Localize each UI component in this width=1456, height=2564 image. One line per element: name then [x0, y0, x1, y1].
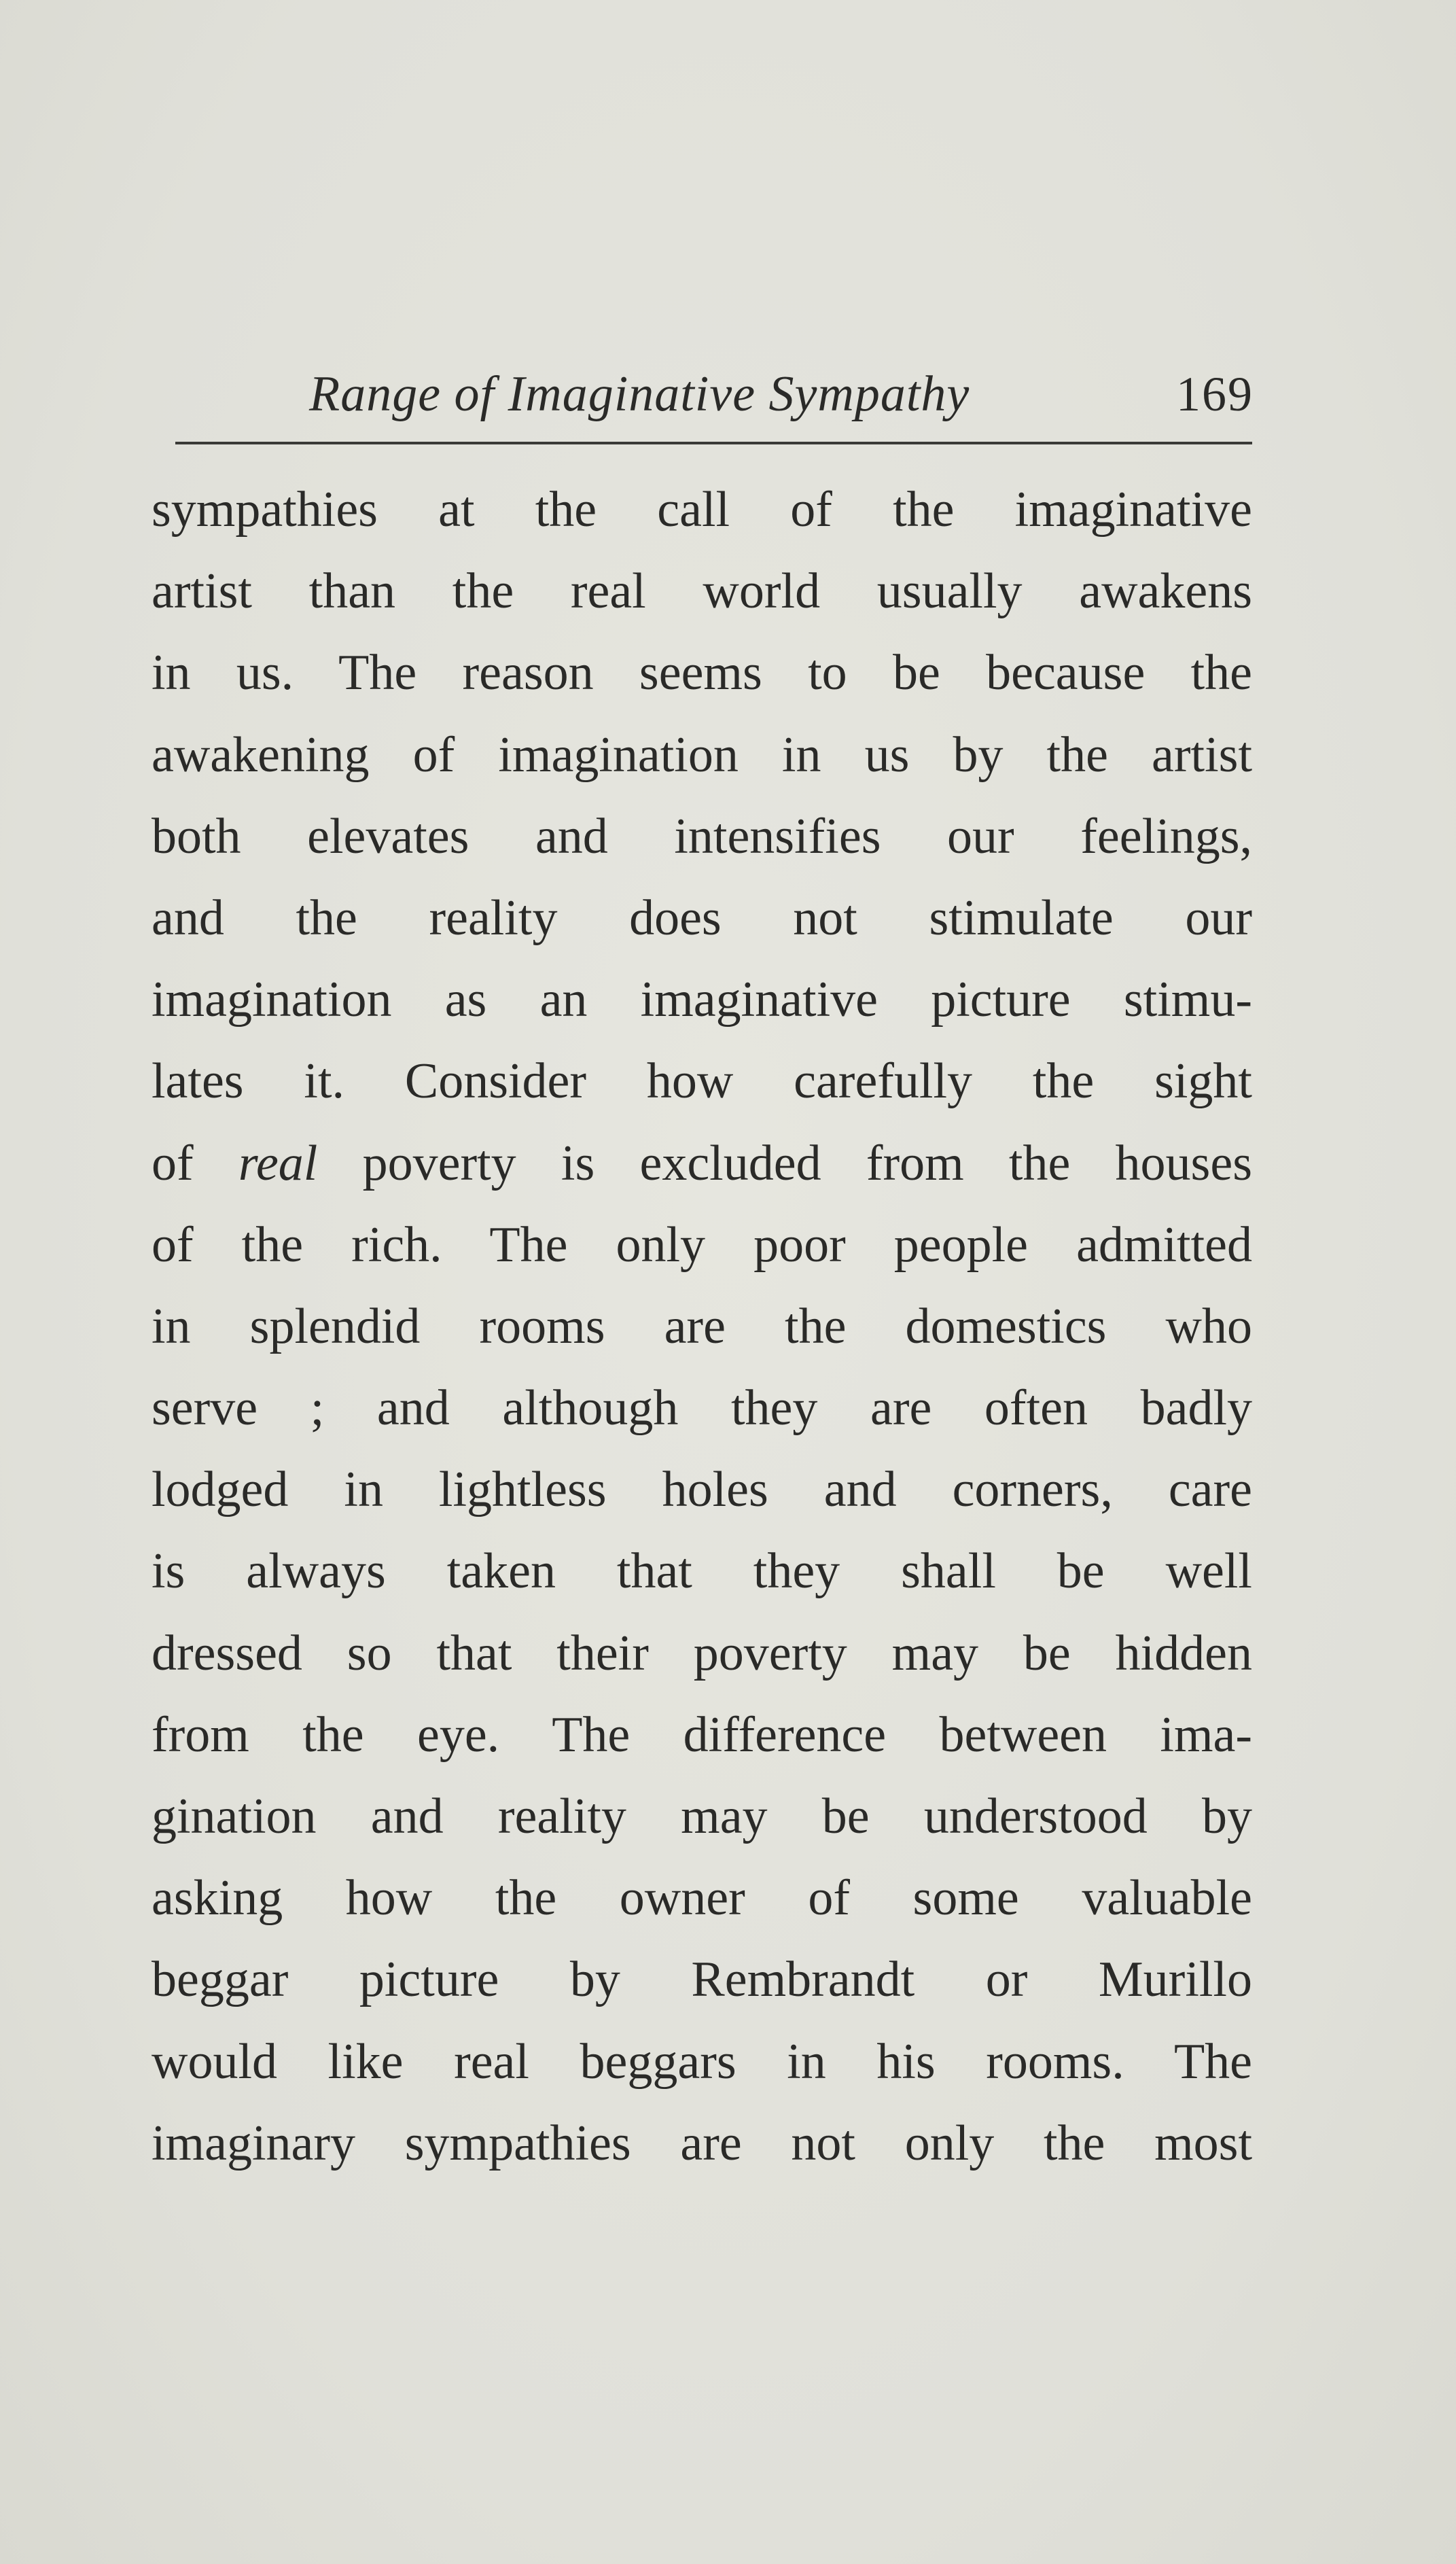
text-line: imagination as an imaginative picture stimu-: [152, 972, 1252, 1028]
body-text: [152, 469, 1252, 2184]
page-number: 169: [1176, 367, 1254, 421]
text-line: would like real beggars in his rooms. The: [152, 2033, 1252, 2090]
text-line: in splendid rooms are the domestics who: [152, 1298, 1252, 1354]
emphasized-word: real: [238, 1135, 318, 1191]
running-title: Range of Imaginative Sympathy: [309, 366, 970, 422]
text-line: artist than the real world usually awakens: [152, 563, 1252, 620]
header-rule: [175, 442, 1252, 444]
text-line-pre: of: [152, 1135, 238, 1191]
text-line: and the reality does not stimulate our: [152, 890, 1252, 946]
text-line: gination and reality may be understood by: [152, 1789, 1252, 1844]
running-head: [173, 357, 1254, 432]
text-line: sympathies at the call of the imaginative: [152, 482, 1252, 538]
text-line: both elevates and intensifies our feelings,: [152, 808, 1252, 864]
text-line: [152, 1123, 1252, 1204]
text-line: in us. The reason seems to be because the: [152, 645, 1252, 701]
text-line: dressed so that their poverty may be hidden: [152, 1625, 1252, 1681]
text-line: is always taken that they shall be well: [152, 1543, 1252, 1600]
text-line: asking how the owner of some valuable: [152, 1870, 1252, 1927]
text-line: from the eye. The difference between ima-: [152, 1706, 1252, 1763]
text-line-post: poverty is excluded from the houses: [317, 1135, 1252, 1191]
text-line: awakening of imagination in us by the artist: [152, 726, 1252, 783]
text-line: imaginary sympathies are not only the most: [152, 2115, 1252, 2171]
text-line: of the rich. The only poor people admitted: [152, 1216, 1252, 1273]
text-line: lodged in lightless holes and corners, care: [152, 1462, 1252, 1518]
text-line: serve ; and although they are often badly: [152, 1380, 1252, 1437]
text-line: lates it. Consider how carefully the sight: [152, 1053, 1252, 1110]
text-line: beggar picture by Rembrandt or Murillo: [152, 1952, 1252, 2008]
